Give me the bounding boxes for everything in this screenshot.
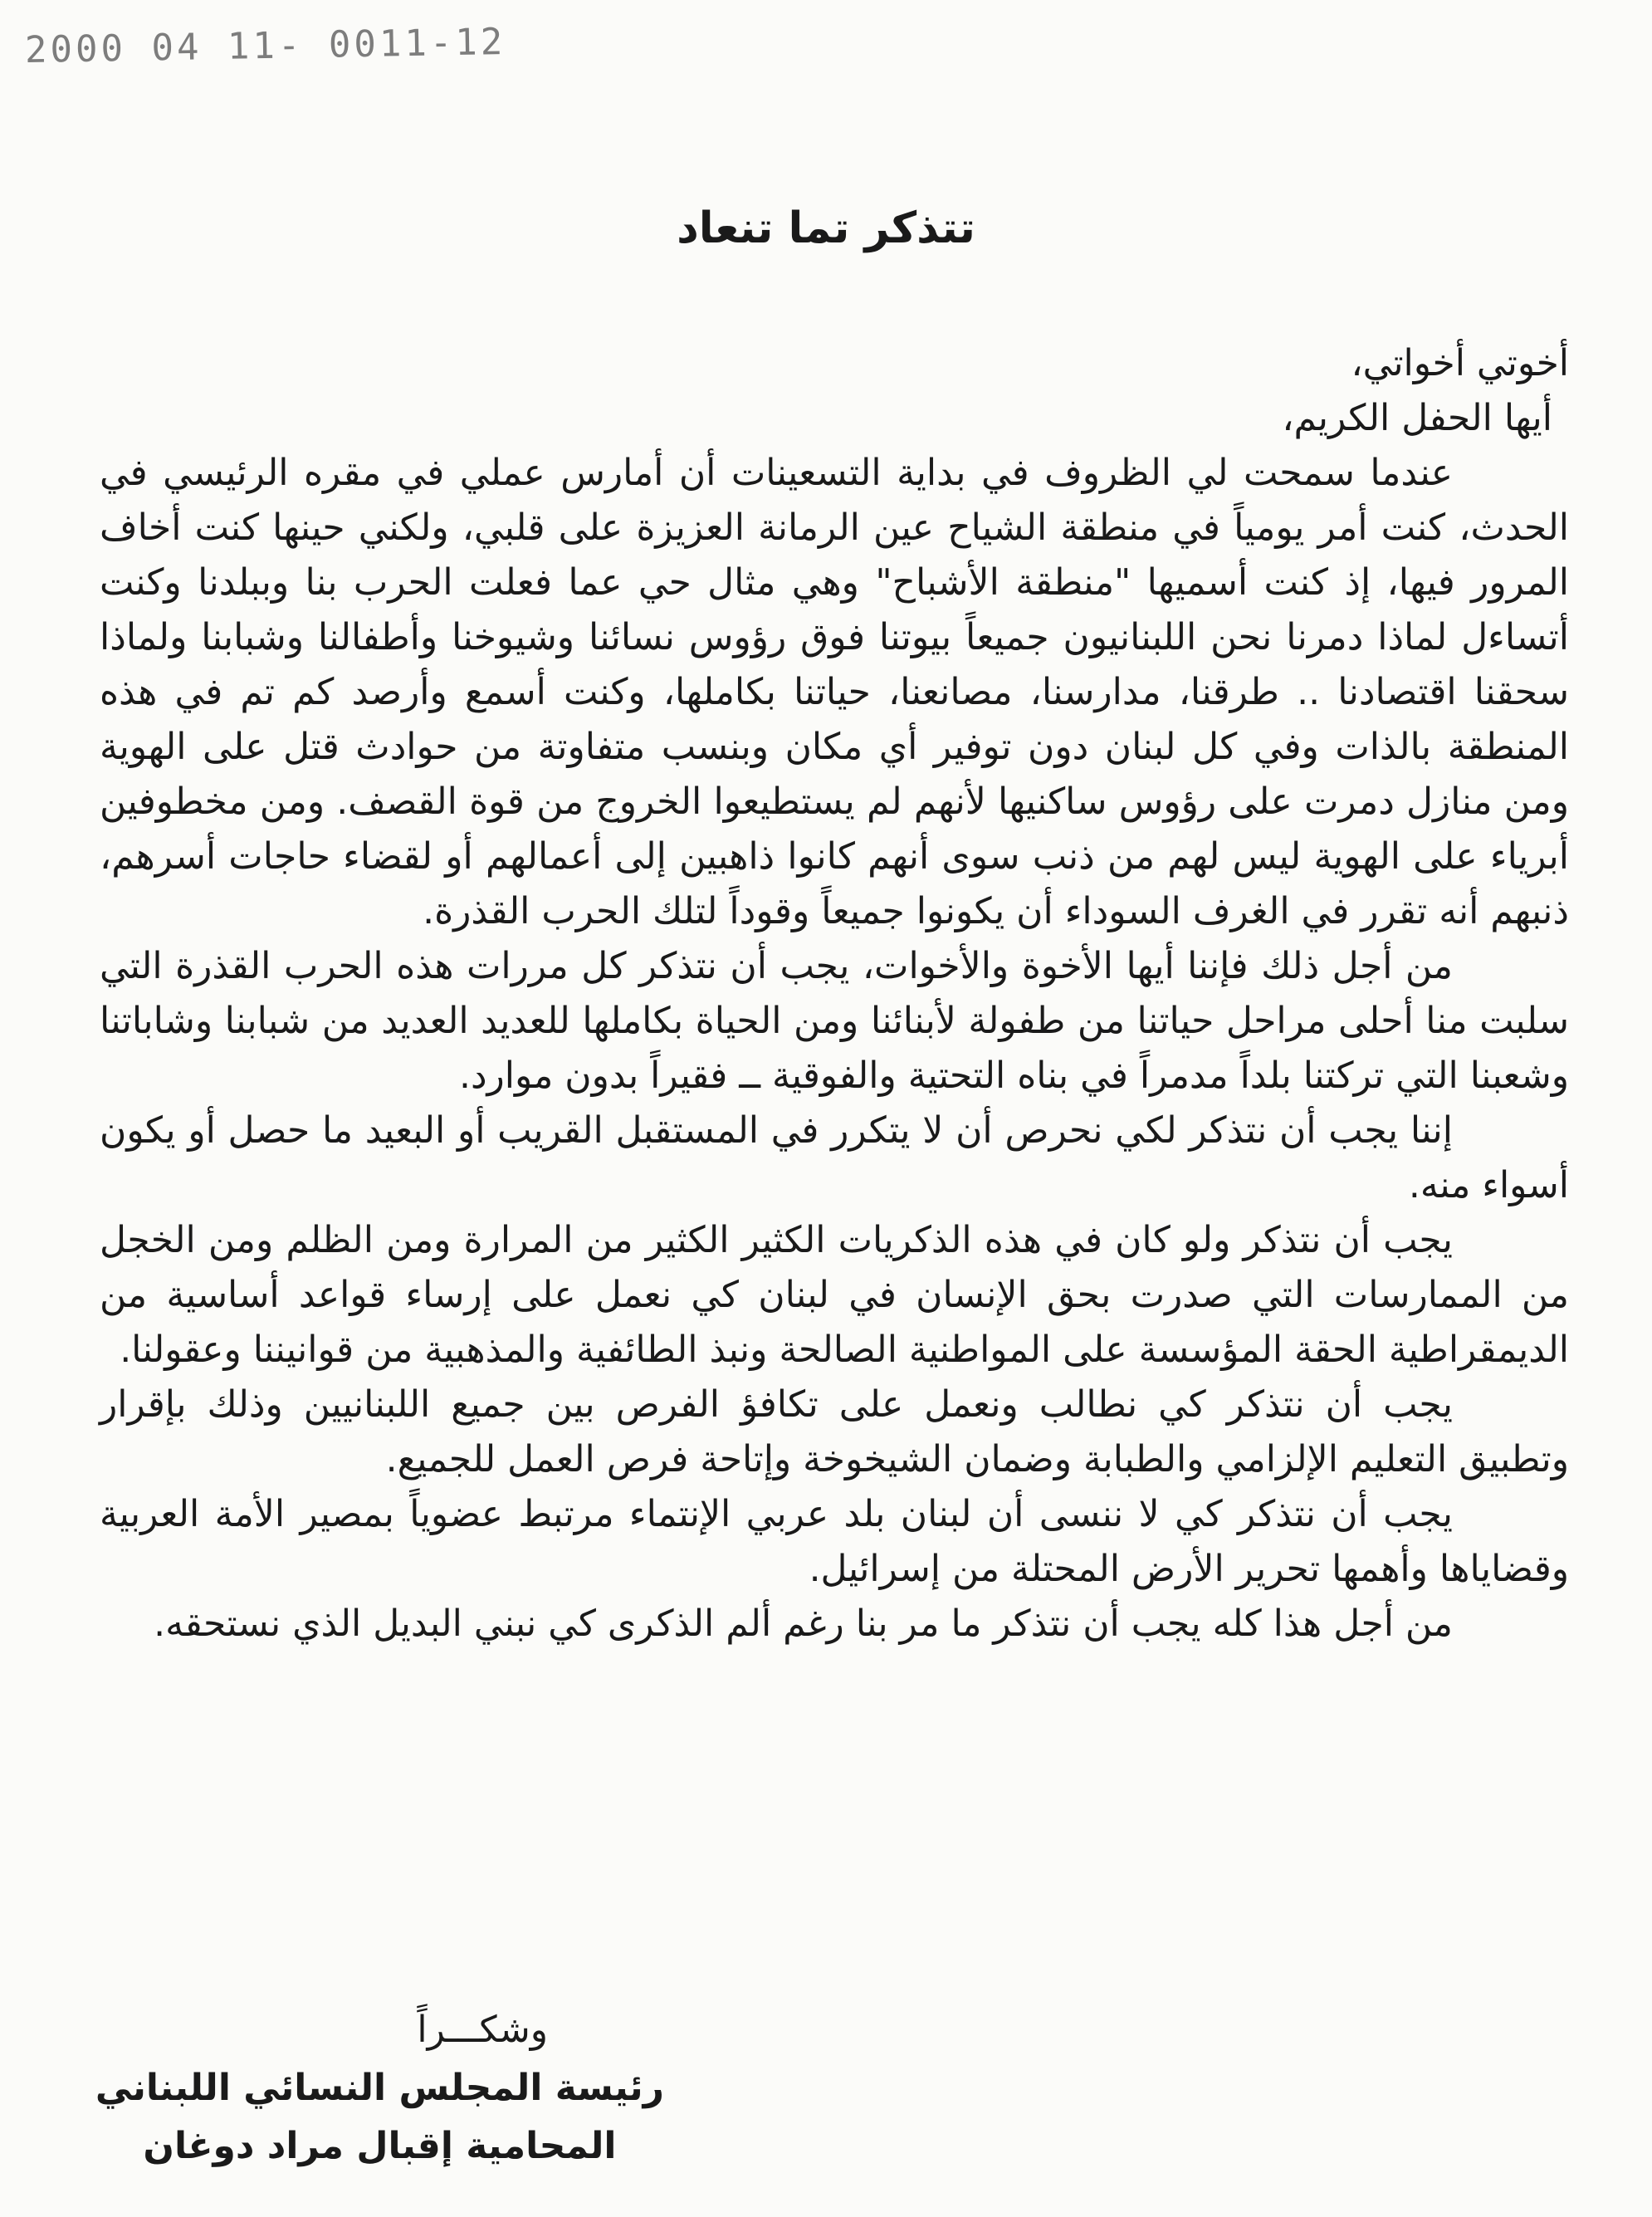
body-paragraph: عندما سمحت لي الظروف في بداية التسعينات أن أمارس عملي في مقره الرئيسي في الحدث، كنت أمر يومياً في منطقة الشياح عين الرمانة العزيزة على قلبي، ولكني حينها كنت أخاف المرور فيها، إذ كنت أسميها "منطقة الأشباح" وهي مثال حي عما فعلت الحرب بنا وببلدنا وكنت أتساءل لماذا دمرنا نحن اللبنانيون جميعاً بيوتنا فوق رؤوس نسائنا وشيوخنا وأطفالنا وشبابنا ولماذا سحقنا اقتصادنا .. طرقنا، مدارسنا، مصانعنا، حياتنا بكاملها، وكنت أسمع وأرصد كم تم في هذه المنطقة بالذات وفي كل لبنان دون توفير أي مكان وبنسب متفاوتة من حوادث قتل على الهوية ومن منازل دمرت على رؤوس ساكنيها لأنهم لم يستطيعوا الخروج من قوة القصف. ومن مخطوفين أبرياء على الهوية ليس لهم من ذنب سوى أنهم كانوا ذاهبين إلى أعمالهم أو لقضاء حاجات أسرهم، ذنبهم أنه تقرر في الغرف السوداء أن يكونوا جميعاً وقوداً لتلك الحرب القذرة. (100, 452, 1569, 932)
closing-thanks: وشكـــراً (417, 2009, 548, 2051)
salutation-line: أخوتي أخواتي، (1351, 342, 1569, 384)
signatory-title: رئيسة المجلس النسائي اللبناني (95, 2067, 664, 2109)
signatory-name: المحامية إقبال مراد دوغان (143, 2125, 617, 2167)
document-title: تتذكر تما تنعاد (677, 203, 975, 253)
letter-body (100, 336, 1569, 1652)
body-paragraph: من أجل ذلك فإننا أيها الأخوة والأخوات، يجب أن نتذكر كل مررات هذه الحرب القذرة التي سلبت منا أحلى مراحل حياتنا من طفولة لأبنائنا ومن الحياة بكاملها للعديد العديد من شبابنا وشاباتنا وشعبنا التي تركتنا بلداً مدمراً في بناه التحتية والفوقية ــ فقيراً بدون موارد. (100, 945, 1569, 1097)
body-paragraph: إننا يجب أن نتذكر لكي نحرص أن لا يتكرر في المستقبل القريب أو البعيد ما حصل أو يكون أسواء منه. (100, 1109, 1569, 1206)
body-paragraph: من أجل هذا كله يجب أن نتذكر ما مر بنا رغم ألم الذكرى كي نبني البديل الذي نستحقه. (154, 1603, 1453, 1645)
body-paragraph: يجب أن نتذكر ولو كان في هذه الذكريات الكثير الكثير من المرارة ومن الظلم ومن الخجل من الممارسات التي صدرت بحق الإنسان في لبنان كي نعمل على إرساء قواعد أساسية من الديمقراطية الحقة المؤسسة على المواطنية الصالحة ونبذ الطائفية والمذهبية من قوانيننا وعقولنا. (100, 1219, 1569, 1371)
signature-block (95, 2001, 664, 2175)
salutation-line: أيها الحفل الكريم، (1282, 397, 1552, 439)
body-paragraph: يجب أن نتذكر كي لا ننسى أن لبنان بلد عربي الإنتماء مرتبط عضوياً بمصير الأمة العربية وقضاياها وأهمها تحرير الأرض المحتلة من إسرائيل. (100, 1493, 1569, 1590)
body-paragraph: يجب أن نتذكر كي نطالب ونعمل على تكافؤ الفرص بين جميع اللبنانيين وذلك بإقرار وتطبيق التعليم الإلزامي والطبابة وضمان الشيخوخة وإتاحة فرص العمل للجميع. (100, 1383, 1569, 1480)
handwritten-reference-number: 2000 04 11- 0011-12 (24, 20, 506, 72)
